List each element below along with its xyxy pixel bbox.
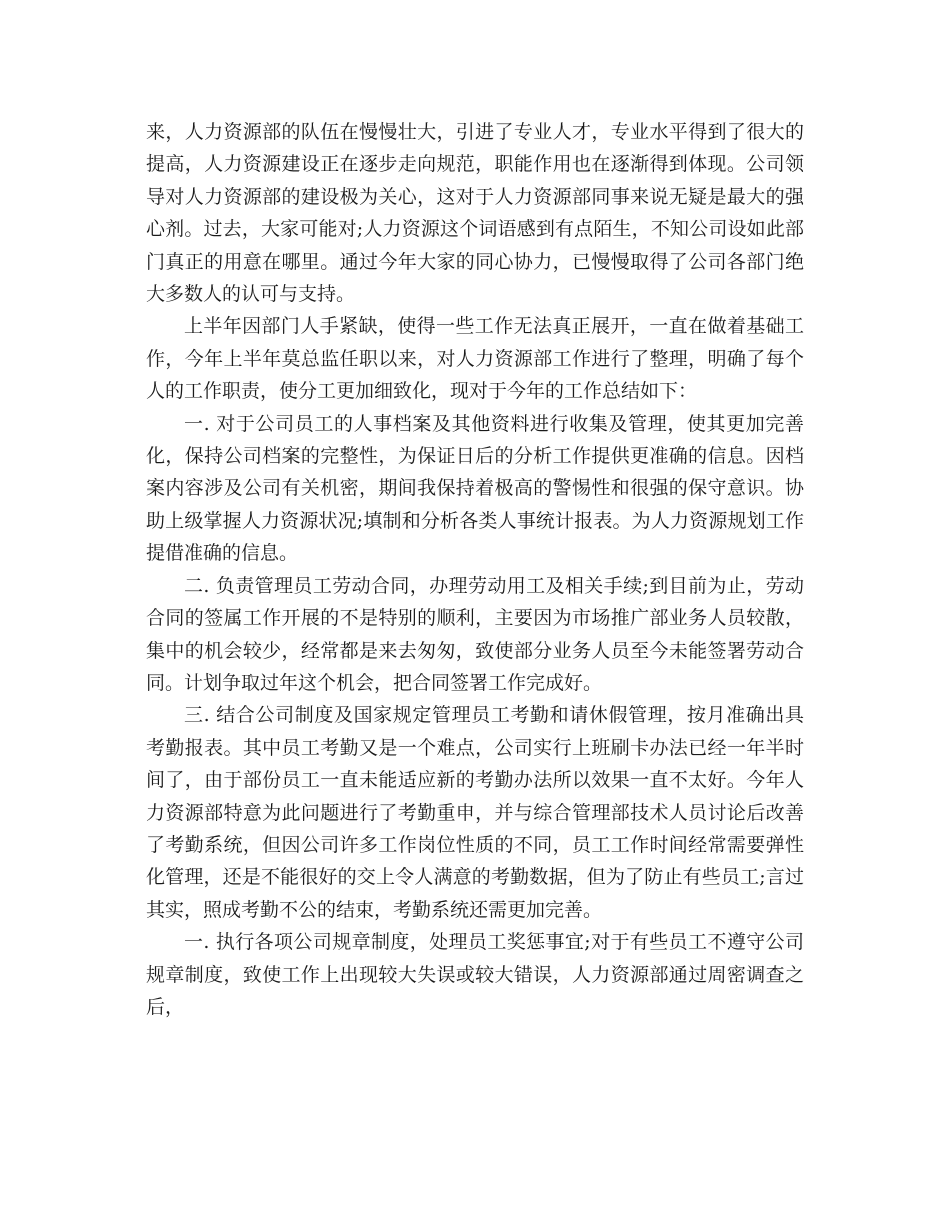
paragraph-item-4: 一. 执行各项公司规章制度，处理员工奖惩事宜;对于有些员工不遵守公司规章制度，致使工作上出现较大失误或较大错误，人力资源部通过周密调查之后， (146, 931, 804, 1018)
paragraph-item-3: 三. 结合公司制度及国家规定管理员工考勤和请休假管理，按月准确出具考勤报表。其中员工考勤又是一个难点，公司实行上班刷卡办法已经一年半时间了，由于部份员工一直未能适应新的考勤办法所以效果一直不太好。今年人力资源部特意为此问题进行了考勤重申，并与综合管理部技术人员讨论后改善了考勤系统，但因公司许多工作岗位性质的不同，员工工作时间经常需要弹性化管理，还是不能很好的交上令人满意的考勤数据，但为了防止有些员工;言过其实，照成考勤不公的结束，考勤系统还需更加完善。 (146, 704, 804, 921)
document-body (146, 116, 804, 1023)
paragraph-item-2: 二. 负责管理员工劳动合同，办理劳动用工及相关手续;到目前为止，劳动合同的签属工作开展的不是特别的顺利，主要因为市场推广部业务人员较散，集中的机会较少，经常都是来去匆匆，致使部分业务人员至今未能签署劳动合同。计划争取过年这个机会，把合同签署工作完成好。 (146, 574, 804, 694)
paragraph-continuation: 来，人力资源部的队伍在慢慢壮大，引进了专业人才，专业水平得到了很大的提高，人力资源建设正在逐步走向规范，职能作用也在逐渐得到体现。公司领导对人力资源部的建设极为关心，这对于人力资源部同事来说无疑是最大的强心剂。过去，大家可能对;人力资源这个词语感到有点陌生，不知公司设如此部门真正的用意在哪里。通过今年大家的同心协力，已慢慢取得了公司各部门绝大多数人的认可与支持。 (146, 121, 804, 306)
paragraph-intro: 上半年因部门人手紧缺，使得一些工作无法真正展开，一直在做着基础工作，今年上半年莫总监任职以来，对人力资源部工作进行了整理，明确了每个人的工作职责，使分工更加细致化，现对于今年的工作总结如下： (146, 315, 804, 403)
paragraph-item-1: 一. 对于公司员工的人事档案及其他资料进行收集及管理，使其更加完善化，保持公司档案的完整性，为保证日后的分析工作提供更准确的信息。因档案内容涉及公司有关机密，期间我保持着极高的警惕性和很强的保守意识。协助上级掌握人力资源状况;填制和分析各类人事统计报表。为人力资源规划工作提借准确的信息。 (146, 412, 804, 565)
